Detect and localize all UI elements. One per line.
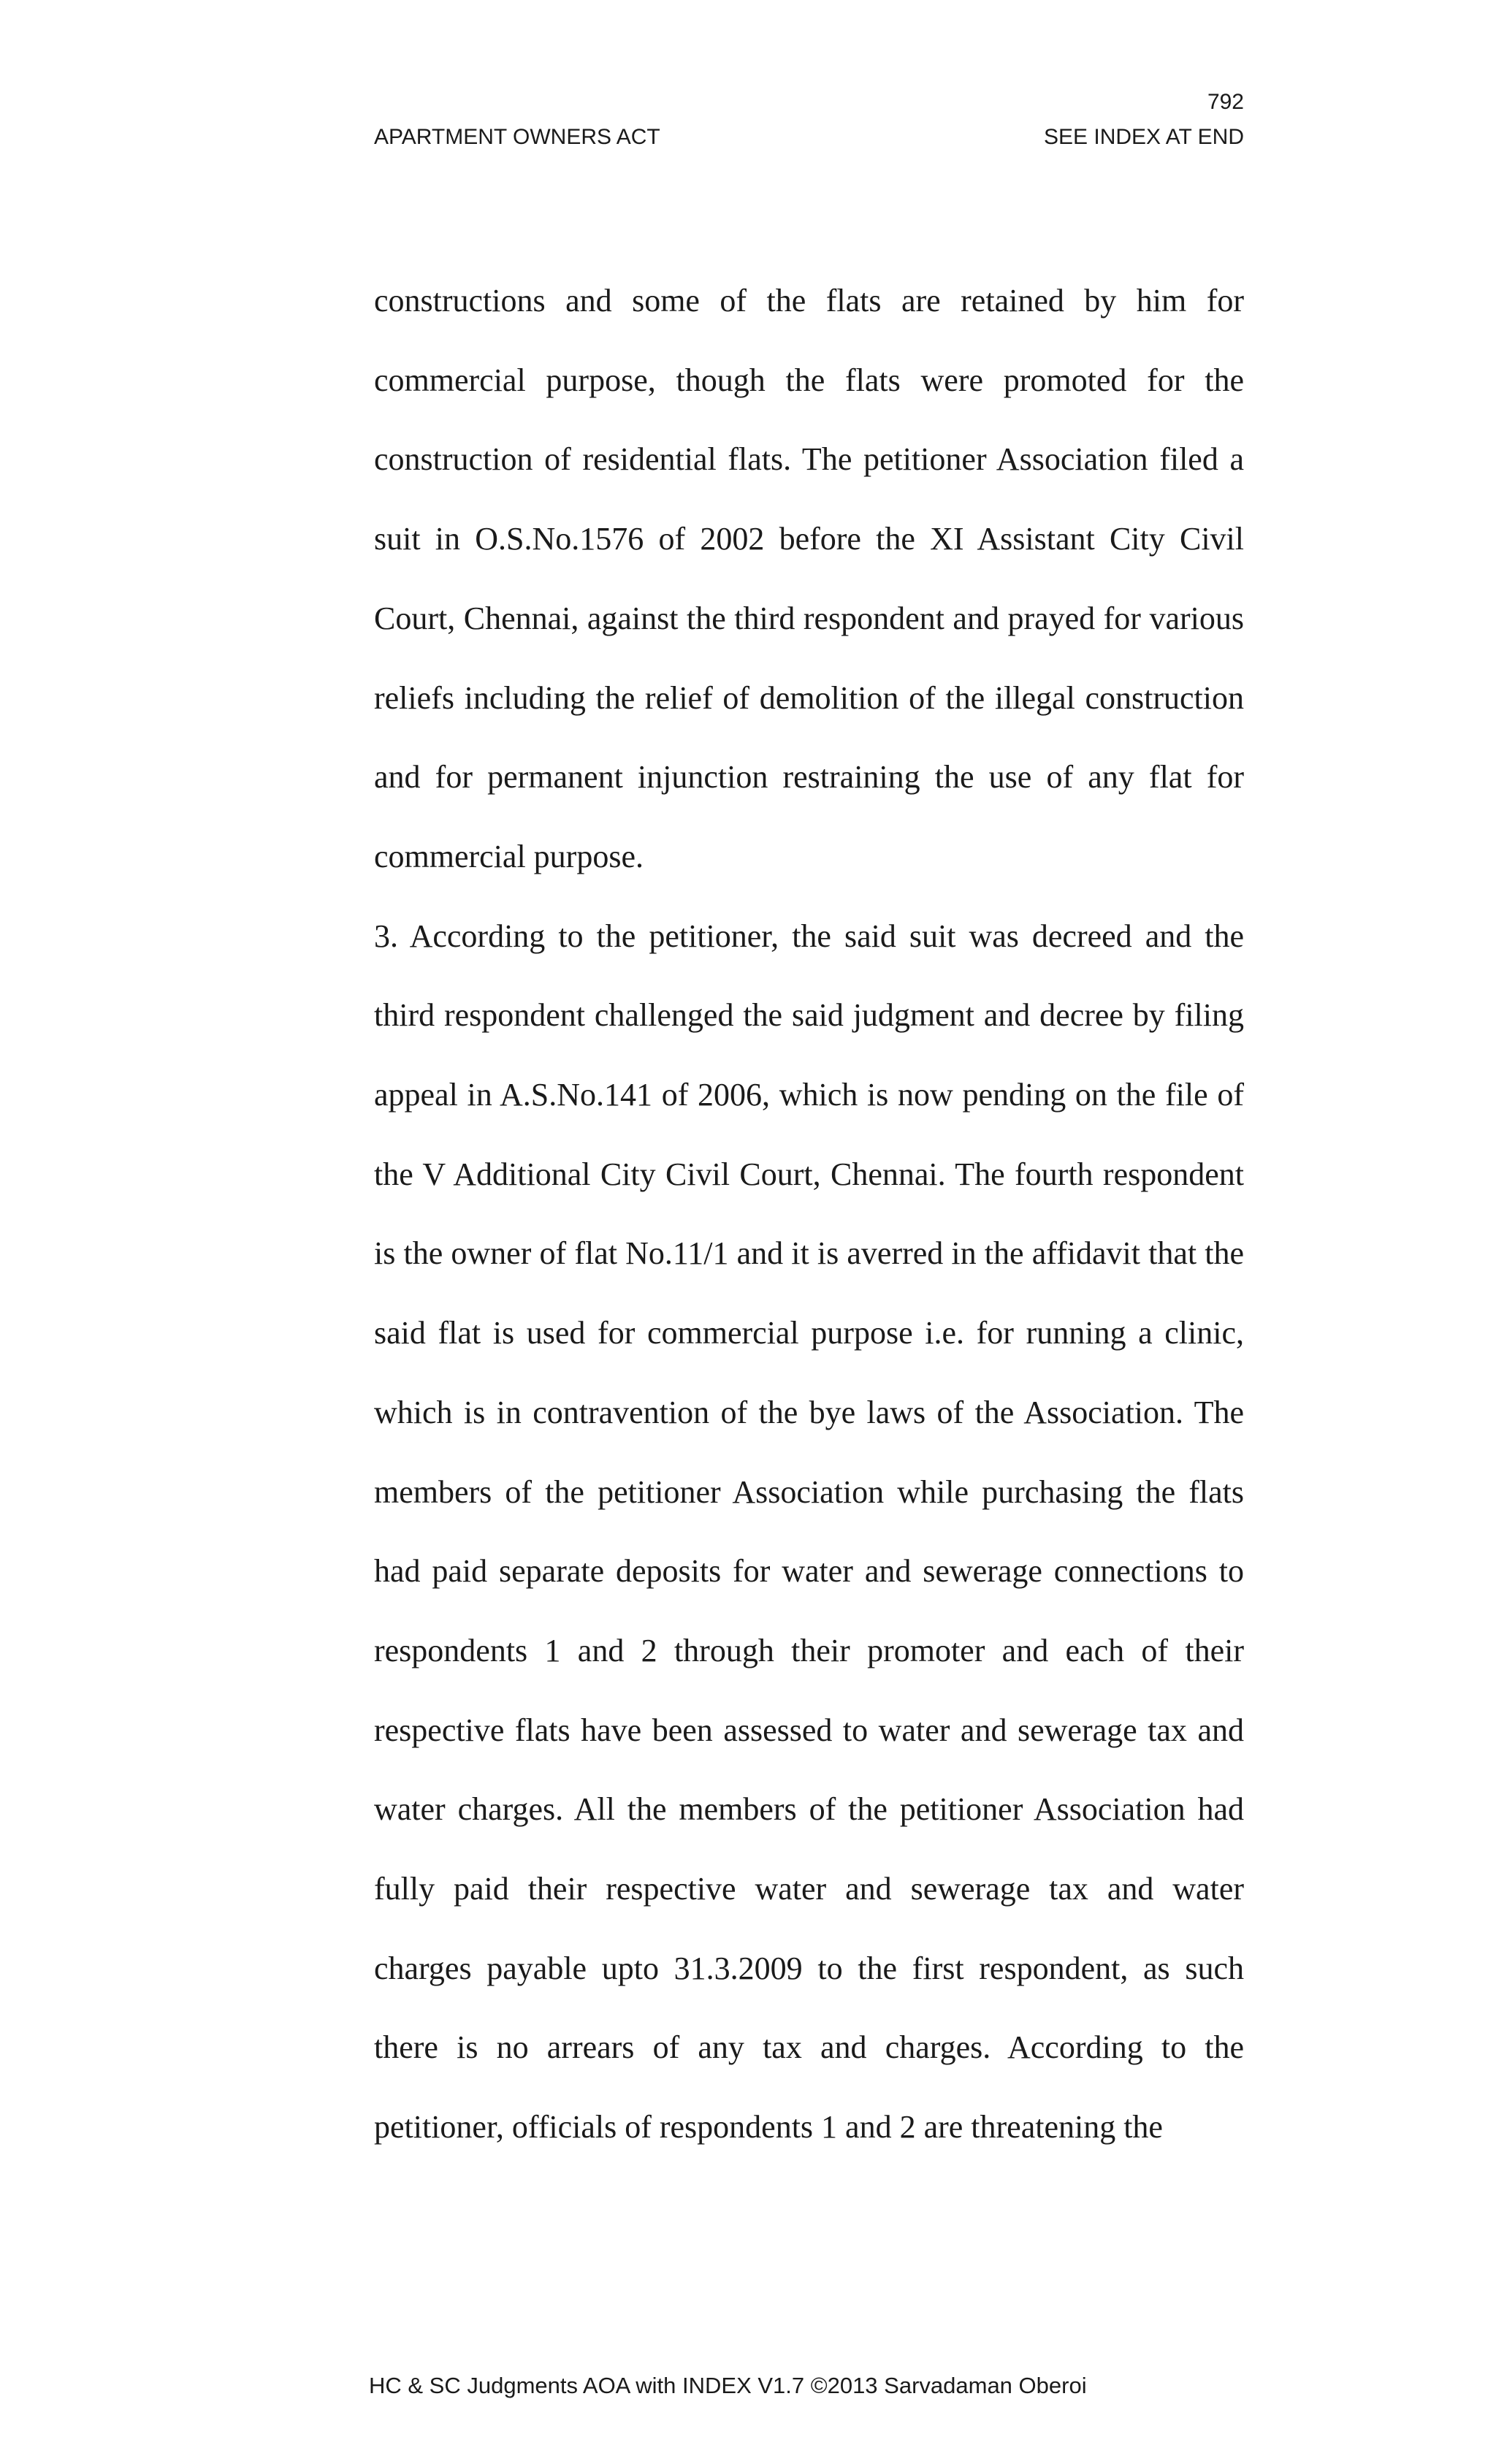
page-number: 792	[1207, 90, 1244, 114]
header-title: APARTMENT OWNERS ACT	[374, 125, 660, 149]
header-index-note: SEE INDEX AT END	[1044, 125, 1244, 149]
running-header	[374, 124, 1244, 150]
paragraph-continuation: constructions and some of the flats are retained by him for commercial purpose, though the flats were promoted for the construction of residential flats. The petitioner Association filed a suit in O.S.No.1576 of 2002 before the XI Assistant City Civil Court, Chennai, against the third respondent and prayed for various reliefs including the relief of demolition of the illegal construction and for permanent injunction restraining the use of any flat for commercial purpose.	[374, 283, 1244, 874]
paragraph-3: 3. According to the petitioner, the said suit was decreed and the third respondent challenged the said judgment and decree by filing appeal in A.S.No.141 of 2006, which is now pending on the file of the V Additional City Civil Court, Chennai. The fourth respondent is the owner of flat No.11/1 and it is averred in the affidavit that the said flat is used for commercial purpose i.e. for running a clinic, which is in contravention of the bye laws of the Association. The members of the petitioner Association while purchasing the flats had paid separate deposits for water and sewerage connections to respondents 1 and 2 through their promoter and each of their respective flats have been assessed to water and sewerage tax and water charges. All the members of the petitioner Association had fully paid their respective water and sewerage tax and water charges payable upto 31.3.2009 to the first respondent, as such there is no arrears of any tax and charges. According to the petitioner, officials of respondents 1 and 2 are threatening the	[374, 918, 1244, 2145]
document-body	[374, 262, 1244, 2167]
footer-copyright: HC & SC Judgments AOA with INDEX V1.7 ©2013 Sarvadaman Oberoi	[369, 2373, 1087, 2398]
